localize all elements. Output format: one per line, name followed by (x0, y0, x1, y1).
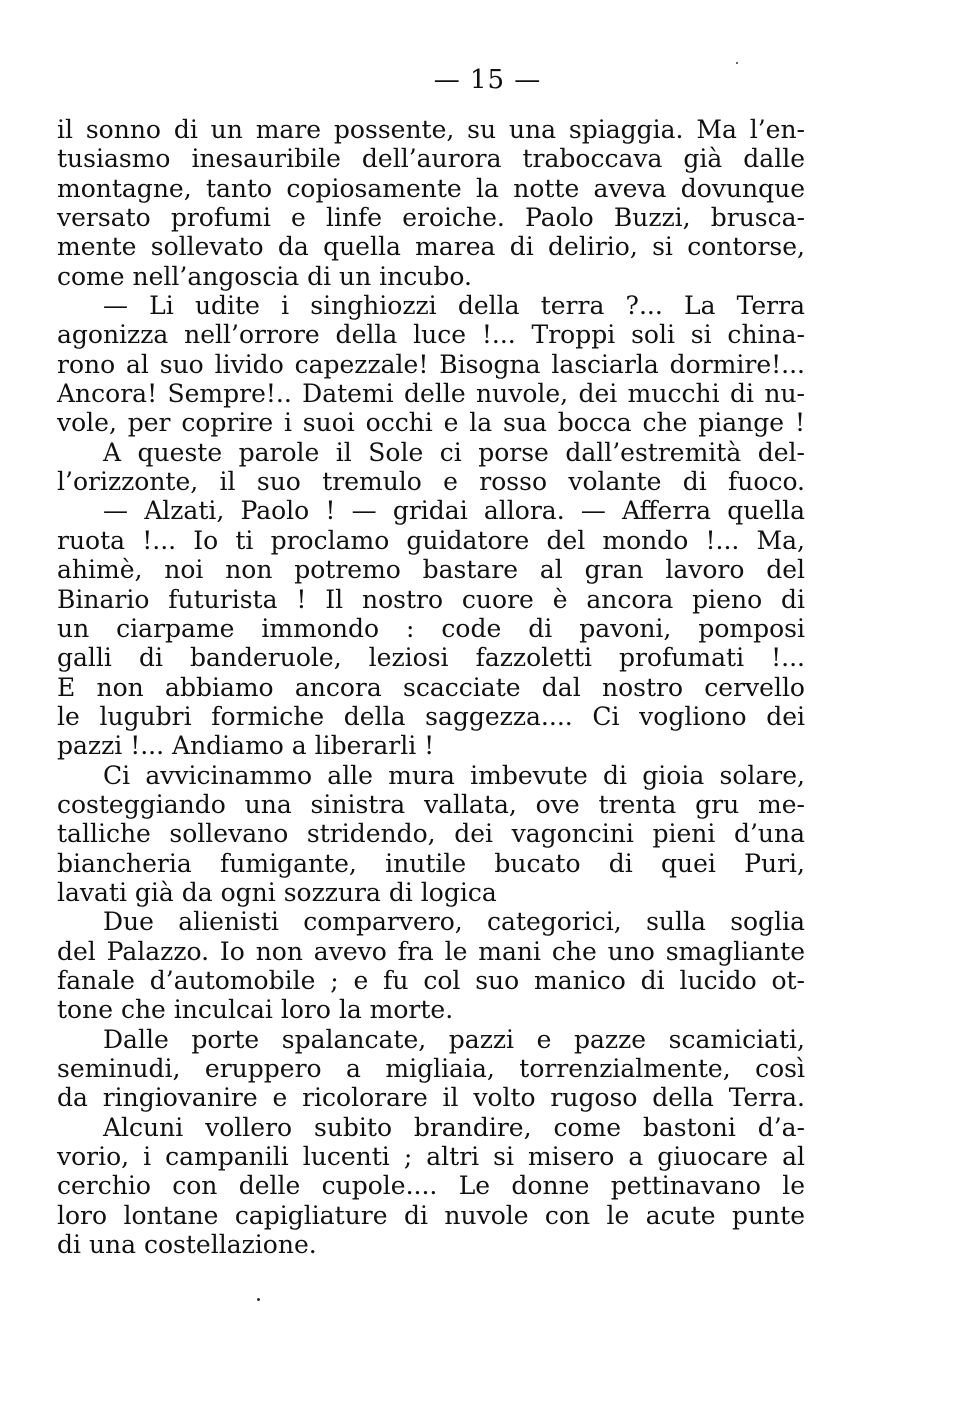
text-line: agonizza nell’orrore della luce !... Troppi soli si china- (57, 320, 805, 350)
text-line: Ci avvicinammo alle mura imbevute di gioia solare, (103, 760, 805, 790)
text-line: E non abbiamo ancora scacciate dal nostro cervello (57, 672, 805, 702)
text-line: del Palazzo. Io non avevo fra le mani che uno smagliante (57, 936, 805, 966)
text-line: loro lontane capigliature di nuvole con le acute punte (57, 1200, 805, 1230)
text-line: vole, per coprire i suoi occhi e la sua bocca che piange ! (57, 408, 805, 438)
text-line: costeggiando una sinistra vallata, ove trenta gru me- (57, 789, 805, 819)
text-line: come nell’angoscia di un incubo. (57, 261, 472, 291)
text-line: ahimè, noi non potremo bastare al gran lavoro del (57, 555, 805, 585)
text-line: Dalle porte spalancate, pazzi e pazze scamiciati, (103, 1024, 805, 1054)
page-number: — 15 — (433, 65, 542, 95)
text-line: il sonno di un mare possente, su una spiaggia. Ma l’en- (57, 115, 805, 144)
text-line: montagne, tanto copiosamente la notte aveva dovunque (57, 173, 805, 203)
text-line: vorio, i campanili lucenti ; altri si misero a giuocare al (57, 1142, 805, 1172)
text-line: fanale d’automobile ; e fu col suo manico di lucido ot- (57, 965, 805, 995)
text-line: seminudi, eruppero a migliaia, torrenzialmente, così (57, 1054, 805, 1083)
text-line: tusiasmo inesauribile dell’aurora traboccava già dalle (57, 144, 805, 174)
text-line: Binario futurista ! Il nostro cuore è ancora pieno di (57, 584, 805, 614)
text-line: l’orizzonte, il suo tremulo e rosso volante di fuoco. (57, 467, 805, 497)
print-speck (736, 62, 738, 64)
text-line: da ringiovanire e ricolorare il volto rugoso della Terra. (57, 1083, 805, 1113)
text-line: di una costellazione. (57, 1230, 317, 1260)
text-line: Ancora! Sempre!.. Datemi delle nuvole, dei mucchi di nu- (57, 379, 805, 409)
text-line: mente sollevato da quella marea di delirio, si contorse, (57, 232, 805, 262)
body-text (57, 115, 805, 1259)
text-line: ruota !... Io ti proclamo guidatore del mondo !... Ma, (57, 525, 805, 555)
text-line: lavati già da ogni sozzura di logica (57, 877, 497, 907)
text-line: un ciarpame immondo : code di pavoni, pomposi (57, 613, 805, 643)
text-line: Due alienisti comparvero, categorici, sulla soglia (103, 907, 805, 937)
text-line: A queste parole il Sole ci porse dall’estremità del- (103, 437, 805, 467)
text-line: Alcuni vollero subito brandire, come bastoni d’a- (103, 1112, 805, 1142)
text-line: — Alzati, Paolo ! — gridai allora. — Afferra quella (103, 496, 805, 526)
text-line: versato profumi e linfe eroiche. Paolo Buzzi, brusca- (57, 203, 805, 233)
text-line: talliche sollevano stridendo, dei vagoncini pieni d’una (57, 819, 805, 849)
text-line: — Li udite i singhiozzi della terra ?... La Terra (103, 291, 805, 321)
text-line: le lugubri formiche della saggezza.... Ci vogliono dei (57, 701, 805, 731)
text-line: biancheria fumigante, inutile bucato di quei Puri, (57, 848, 805, 878)
text-line: rono al suo livido capezzale! Bisogna lasciarla dormire!... (57, 349, 805, 379)
print-speck (257, 1298, 260, 1301)
text-line: cerchio con delle cupole.... Le donne pettinavano le (57, 1171, 805, 1201)
text-line: galli di banderuole, leziosi fazzoletti profumati !... (57, 643, 805, 673)
text-line: pazzi !... Andiamo a liberarli ! (57, 731, 435, 761)
text-line: tone che inculcai loro la morte. (57, 995, 454, 1025)
